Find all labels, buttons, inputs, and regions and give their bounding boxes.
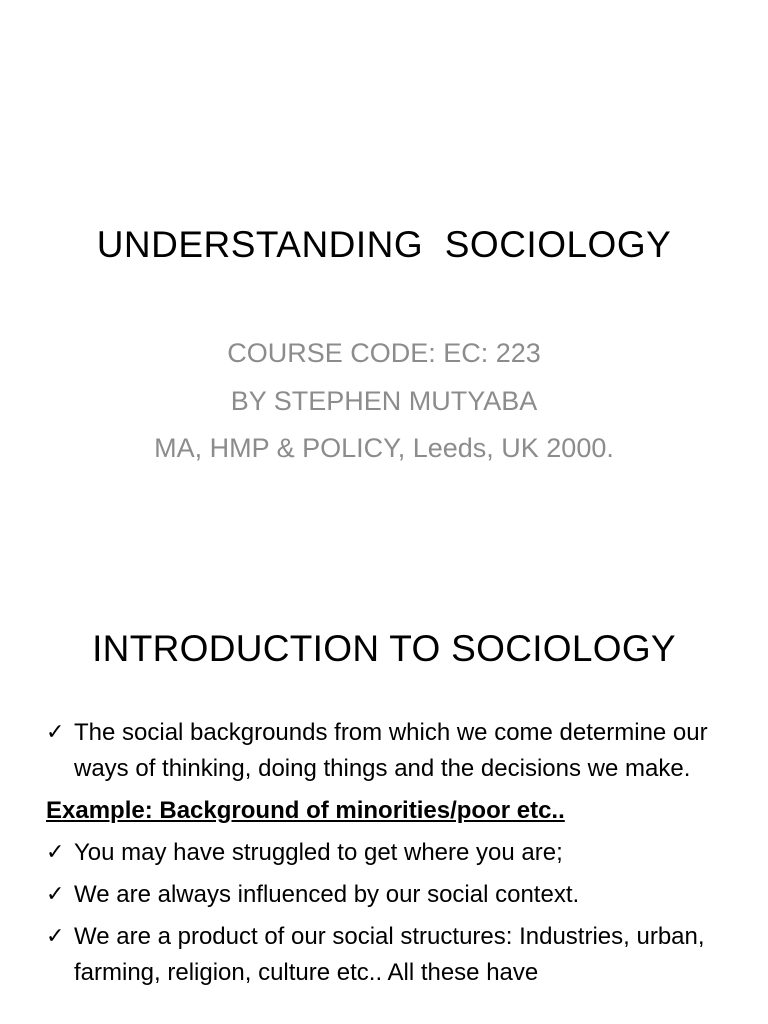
introduction-slide [0,575,768,1024]
bullet-item [46,919,746,991]
bullet-text: You may have struggled to get where you are; [74,839,563,866]
checkmark-icon: ✓ [46,719,65,744]
example-heading: Example: Background of minorities/poor etc.. [46,797,565,824]
slide-title: INTRODUCTION TO SOCIOLOGY [92,628,676,669]
author-line: BY STEPHEN MUTYABA [230,385,538,416]
slide-subtitle [0,333,768,476]
checkmark-icon: ✓ [46,923,65,948]
course-code-line: COURSE CODE: EC: 223 [227,338,541,368]
bullet-text: We are always influenced by our social context. [74,881,580,908]
checkmark-icon: ✓ [46,881,65,906]
bullet-text: We are a product of our social structures: Industries, urban, farming, religion, culture etc.. All these have [74,923,705,986]
credentials-line: MA, HMP & POLICY, Leeds, UK 2000. [154,433,614,463]
bullet-item [46,877,746,913]
bullet-text: The social backgrounds from which we come determine our ways of thinking, doing things and the decisions we make. [74,719,708,782]
slide-content [46,715,746,997]
checkmark-icon: ✓ [46,839,65,864]
bullet-item [46,715,746,787]
bullet-item [46,835,746,871]
slide-title: UNDERSTANDING SOCIOLOGY [96,224,672,265]
